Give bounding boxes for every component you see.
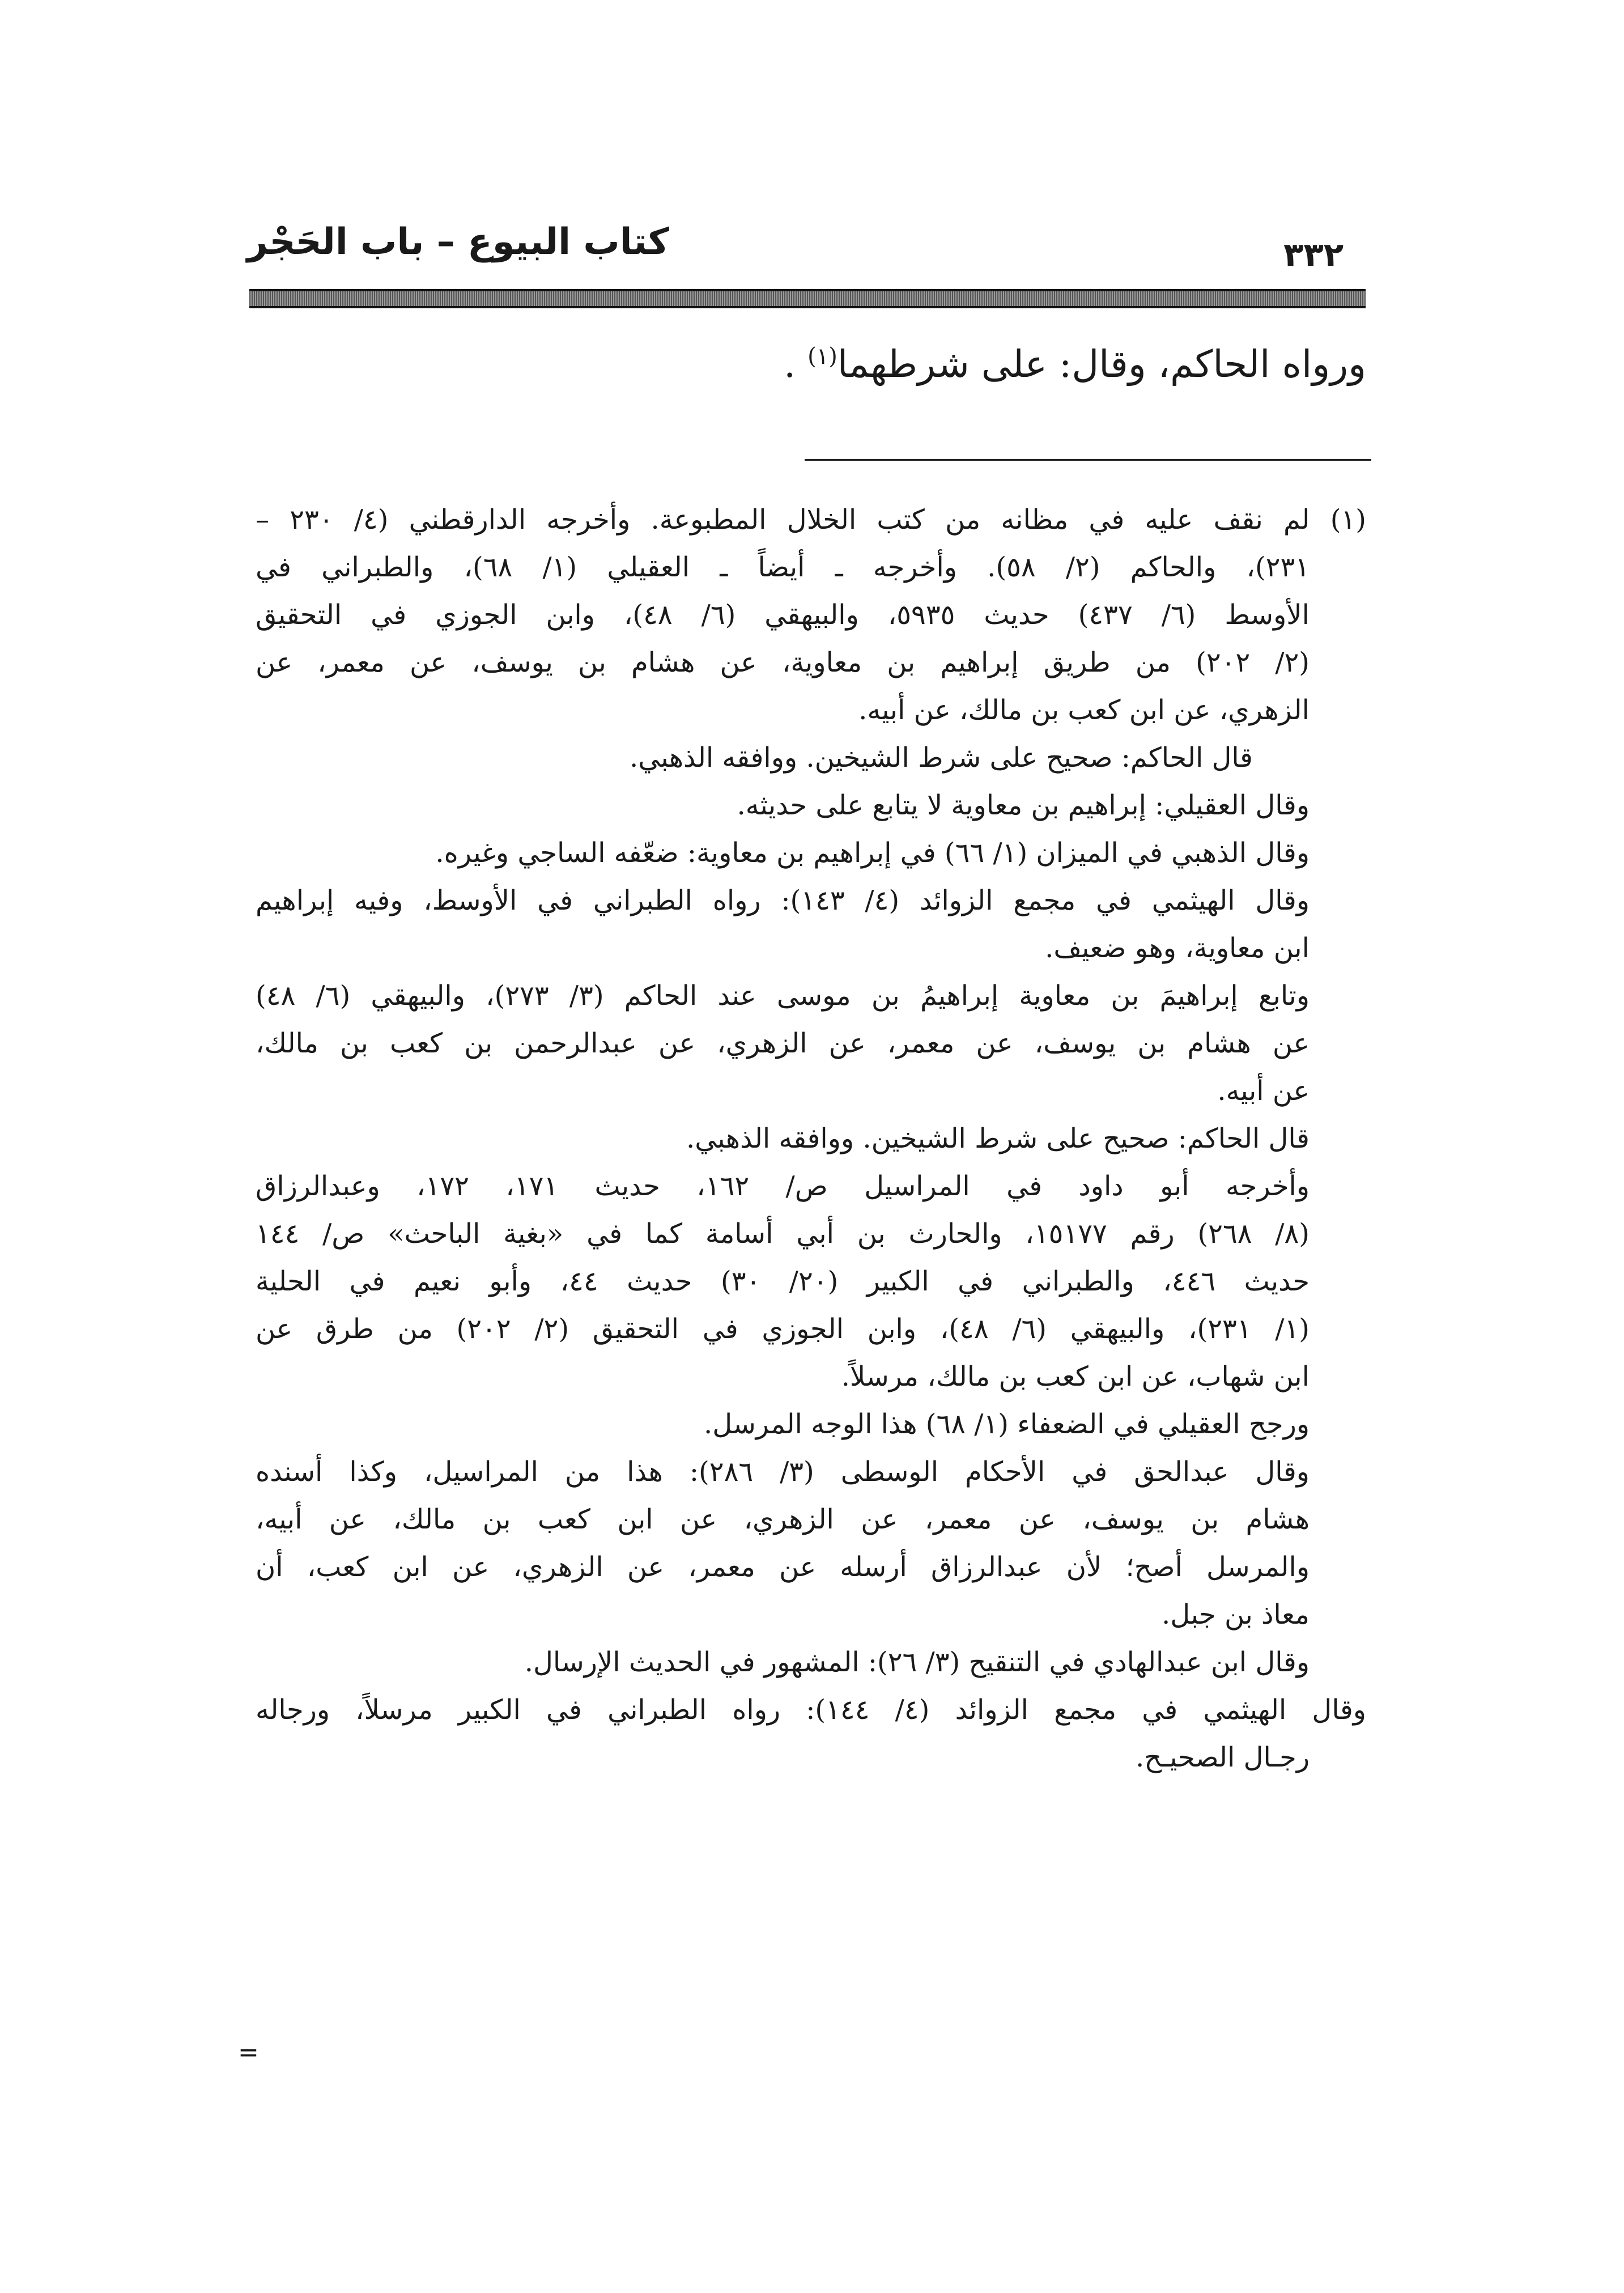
footnote-line: وقال الهيثمي في مجمع الزوائد (٤/ ١٤٤): رواه الطبراني في الكبير مرسلاً، ورجاله (256, 1694, 1366, 1726)
footnote-line: (١/ ٢٣١)، والبيهقي (٦/ ٤٨)، وابن الجوزي في التحقيق (٢/ ٢٠٢) من طرق عن (256, 1313, 1310, 1345)
running-title: كتاب البيوع – باب الحَجْر (246, 221, 669, 263)
footnote-line: وقال الذهبي في الميزان (١/ ٦٦) في إبراهيم بن معاوية: ضعّفه الساجي وغيره. (435, 837, 1310, 869)
footnotes (256, 496, 1366, 1781)
main-text-end: . (784, 342, 796, 386)
footnote-line: عن هشام بن يوسف، عن معمر، عن الزهري، عن عبدالرحمن بن كعب بن مالك، (256, 1027, 1310, 1059)
footnote-line: وأخرجه أبو داود في المراسيل ص/ ١٦٢، حديث ١٧١، ١٧٢، وعبدالرزاق (256, 1170, 1310, 1202)
footnote-line: قال الحاكم: صحيح على شرط الشيخين. ووافقه الذهبي. (686, 1123, 1310, 1154)
footnote-separator (805, 459, 1371, 461)
footnote-line: حديث ٤٤٦، والطبراني في الكبير (٢٠/ ٣٠) حديث ٤٤، وأبو نعيم في الحلية (256, 1266, 1310, 1297)
footnote-line: (٨/ ٢٦٨) رقم ١٥١٧٧، والحارث بن أبي أسامة كما في «بغية الباحث» ص/ ١٤٤ (256, 1218, 1310, 1250)
footnote-line: ابن معاوية، وهو ضعيف. (1045, 932, 1310, 964)
footnote-line: عن أبيه. (1217, 1075, 1310, 1107)
footnote-line: الأوسط (٦/ ٤٣٧) حديث ٥٩٣٥، والبيهقي (٦/ ٤٨)، وابن الجوزي في التحقيق (256, 599, 1310, 631)
header-rule (249, 289, 1366, 308)
main-text-body: ورواه الحاكم، وقال: على شرطهما (837, 342, 1366, 386)
footnote-line: قال الحاكم: صحيح على شرط الشيخين. ووافقه الذهبي. (629, 742, 1253, 774)
footnote-line: وقال عبدالحق في الأحكام الوسطى (٣/ ٢٨٦): هذا من المراسيل، وكذا أسنده (256, 1456, 1310, 1488)
footnote-line: (٢/ ٢٠٢) من طريق إبراهيم بن معاوية، عن هشام بن يوسف، عن معمر، عن (256, 647, 1310, 678)
footnote-line: (١) لم نقف عليه في مظانه من كتب الخلال المطبوعة. وأخرجه الدارقطني (٤/ ٢٣٠ – (256, 504, 1366, 536)
footnote-line: معاذ بن جبل. (1161, 1599, 1310, 1630)
main-text (256, 340, 1366, 389)
continuation-mark: = (238, 2038, 259, 2067)
footnote-line: ٢٣١)، والحاكم (٢/ ٥٨). وأخرجه ـ أيضاً ـ العقيلي (١/ ٦٨)، والطبراني في (256, 551, 1310, 583)
main-footnote-ref: (١) (807, 343, 837, 370)
footnote-line: هشام بن يوسف، عن معمر، عن الزهري، عن ابن كعب بن مالك، عن أبيه، (256, 1504, 1310, 1535)
footnote-line: وقال الهيثمي في مجمع الزوائد (٤/ ١٤٣): رواه الطبراني في الأوسط، وفيه إبراهيم (256, 885, 1310, 916)
footnote-line: ابن شهاب، عن ابن كعب بن مالك، مرسلاً. (841, 1361, 1310, 1392)
footnote-line: وتابع إبراهيمَ بن معاوية إبراهيمُ بن موسى عند الحاكم (٣/ ٢٧٣)، والبيهقي (٦/ ٤٨) (256, 980, 1310, 1012)
footnote-line: والمرسل أصح؛ لأن عبدالرزاق أرسله عن معمر، عن الزهري، عن ابن كعب، أن (256, 1551, 1310, 1583)
footnote-line: رجـال الصحيـح. (1135, 1742, 1310, 1773)
footnote-line: ورجح العقيلي في الضعفاء (١/ ٦٨) هذا الوجه المرسل. (703, 1408, 1310, 1440)
footnote-line: وقال ابن عبدالهادي في التنقيح (٣/ ٢٦): المشهور في الحديث الإرسال. (524, 1646, 1310, 1678)
footnote-line: وقال العقيلي: إبراهيم بن معاوية لا يتابع على حديثه. (737, 789, 1310, 821)
footnote-line: الزهري، عن ابن كعب بن مالك، عن أبيه. (858, 694, 1310, 726)
page-number: ٣٣٢ (1283, 235, 1344, 274)
